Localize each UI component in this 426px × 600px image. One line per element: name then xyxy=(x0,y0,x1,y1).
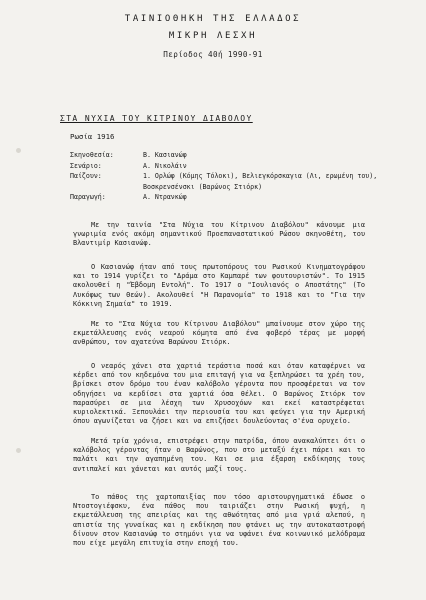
punch-hole xyxy=(16,448,21,453)
credit-label: Παραγωγή: xyxy=(70,193,106,202)
body-paragraph: Ο Κασιανώφ ήταν από τους πρωτοπόρους του Ρωσικού Κινηματογράφου και το 1914 γυρίζει το "Δράμα στο Καμπαρέ των φουτουριστών". Το 1915 ακολουθεί η "Έβδομη Εντολή". Το 1917 ο "Ιουλιανός ο Αποστάτης" (Το Λυκόφως των Θεών). Ακολουθεί "Η Παρανομία" το 1918 και το "Για την Κόκκινη Σημαία" το 1919. xyxy=(73,263,365,308)
body-paragraph: Το πάθος της χαρτοπαιξίας που τόσο αριστουργηματικά έδωσε ο Ντοστογιέφσκυ, ένα πάθος που ταιριάζει στην Ρωσική ψυχή, η εκμετάλλευση της απειρίας και της αθωότητας από μια γριά αλεπού, η απιστία της γυναίκας και η εκδίκηση που φτάνει ως την αυτοκαταστροφή δίνουν στον Κασιανώφ το στημόνι για να υφάνει ένα κοινωνικό μελόδραμα που είχε μεγάλη επιτυχία στην εποχή του. xyxy=(73,493,365,548)
archive-name: ΤΑΙΝΙΟΘΗΚΗ ΤΗΣ ΕΛΛΑΔΟΣ xyxy=(124,14,302,24)
season-period: Περίοδος 40ή 1990-91 xyxy=(163,50,263,59)
credit-label: Σκηνοθεσία: xyxy=(70,151,114,159)
body-paragraph: Μετά τρία χρόνια, επιστρέφει στην πατρίδα, όπου ανακαλύπτει ότι ο καλόβολος γέροντας ήταν ο Βαρώνος, που στο μεταξύ έχει πάρει και το παλάτι και την αγαπημένη του. Και σε μια έξαρση εκδίκησης τους αντιπαλεί και χάνεται και αυτός μαζί τους. xyxy=(73,437,365,473)
credit-row-cast xyxy=(70,171,423,192)
credit-row-production xyxy=(70,192,423,203)
credit-label: Παίζουν: xyxy=(70,172,102,181)
credit-label: Σενάριο: xyxy=(70,161,102,170)
credit-row-screenplay xyxy=(70,161,423,172)
film-title: ΣΤΑ ΝΥΧΙΑ ΤΟΥ ΚΙΤΡΙΝΟΥ ΔΙΑΒΟΛΟΥ xyxy=(60,114,253,123)
credit-row-director xyxy=(70,150,423,161)
credit-value: Β. Κασιανώφ xyxy=(143,151,187,159)
film-country-year: Ρωσία 1916 xyxy=(70,132,115,141)
body-paragraph: Με την ταινία "Στα Νύχια του Κίτρινου Διαβόλου" κάνουμε μια γνωριμία ενός ακόμη σημαντικού Προεπαναστατικού Ρώσου σκηνοθέτη, του Βλαντιμίρ Κασιανώφ. xyxy=(73,221,365,248)
club-name: ΜΙΚΡΗ ΛΕΣΧΗ xyxy=(168,31,258,41)
body-paragraph: Ο νεαρός χάνει στα χαρτιά τεράστια ποσά και όταν καταφέρνει να κέρδει από τον κηδεμόνα του μια επιταγή για να ξεπληρώσει τα χρέη του, βρίσκει στον δρόμο του έναν καλόβολο γέροντα που προσφέρεται να τον οδηγήσει να κερδίσει στα χαρτιά όσα θέλει. Ο Βαρώνος Στιόρκ τον παρασύρει σε μια λέσχη των Χρυσοχόων και εκεί καταστρέφεται κυριολεκτικά. Ξεπουλάει την περιουσία του και φεύγει για την Αμερική όπου αγωνίζεται να ζήσει και να επιζήσει δουλεύοντας σ'ένα ορυχείο. xyxy=(73,362,365,426)
credit-value: Α. Νικολάιν xyxy=(143,161,187,170)
punch-hole xyxy=(16,148,21,153)
credits-block xyxy=(70,150,423,203)
credit-value: Α. Ντρανκώφ xyxy=(143,193,187,202)
body-paragraph: Με το "Στα Νύχια του Κίτρινου Διαβόλου" μπαίνουμε στον χώρο της εκμετάλλευσης ενός νεαρού κόμητα από ένα φοβερό τέρας με μορφή ανθρώπου, τον αχατεύνα Βαρώνου Στιόρκ. xyxy=(73,320,365,347)
credit-value: 1. Ορλώφ (Κόμης Τόλοκι), Βελιεγκόρσκαγια (Λι, ερωμένη του), Βοσκρενσένσκι (Βαρώνος Στιόρκ) xyxy=(143,172,378,191)
